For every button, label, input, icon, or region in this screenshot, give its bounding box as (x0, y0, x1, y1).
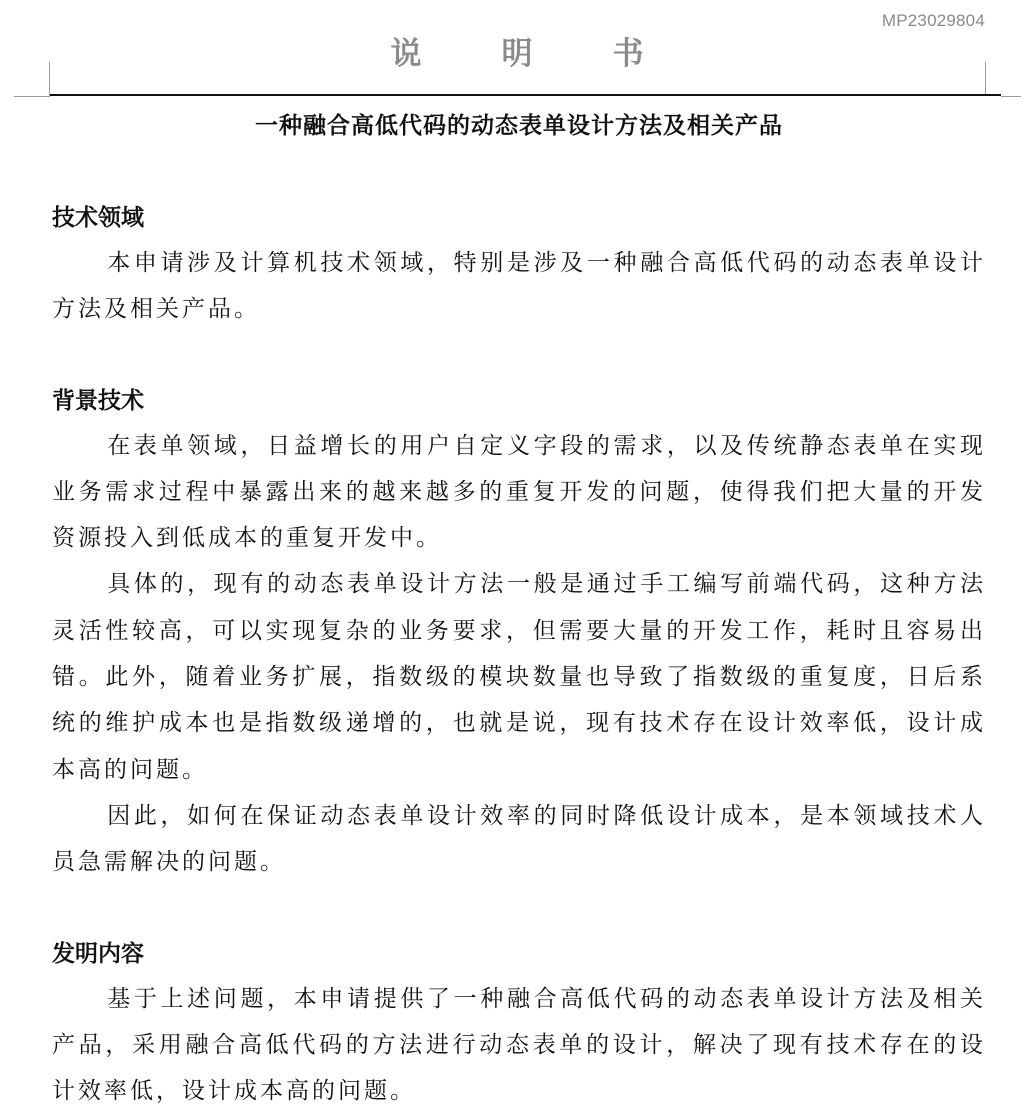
paragraph: 具体的，现有的动态表单设计方法一般是通过手工编写前端代码，这种方法灵活性较高，可以实现复杂的业务要求，但需要大量的开发工作，耗时且容易出错。此外，随着业务扩展，指数级的模块数量也导致了指数级的重复度，日后系统的维护成本也是指数级递增的，也就是说，现有技术存在设计效率低，设计成本高的问题。 (52, 571, 986, 783)
paragraph: 基于上述问题，本申请提供了一种融合高低代码的动态表单设计方法及相关产品，采用融合高低代码的方法进行动态表单的设计，解决了现有技术存在的设计效率低，设计成本高的问题。 (52, 985, 986, 1105)
document-number: MP23029804 (881, 11, 985, 30)
header-title: 说明书 (390, 36, 724, 72)
section-background-art (52, 379, 986, 886)
section-technical-field (52, 196, 986, 333)
paragraph: 因此，如何在保证动态表单设计效率的同时降低设计成本，是本领域技术人员急需解决的问题。 (52, 802, 986, 876)
section-heading: 技术领域 (52, 204, 144, 231)
header-divider (50, 94, 1001, 96)
document-body (52, 104, 986, 1114)
document-title: 一种融合高低代码的动态表单设计方法及相关产品 (255, 112, 783, 139)
paragraph: 在表单领域，日益增长的用户自定义字段的需求，以及传统静态表单在实现业务需求过程中暴露出来的越来越多的重复开发的问题，使得我们把大量的开发资源投入到低成本的重复开发中。 (52, 432, 986, 552)
header-margin-mark-right (985, 62, 986, 96)
section-heading: 背景技术 (52, 386, 144, 414)
header-margin-line-right (1001, 96, 1021, 97)
section-invention-content (52, 932, 986, 1114)
section-heading: 发明内容 (52, 939, 144, 967)
paragraph: 本申请涉及计算机技术领域，特别是涉及一种融合高低代码的动态表单设计方法及相关产品。 (52, 250, 986, 323)
header-margin-mark-left (49, 62, 50, 96)
header-margin-line-left (14, 96, 50, 97)
